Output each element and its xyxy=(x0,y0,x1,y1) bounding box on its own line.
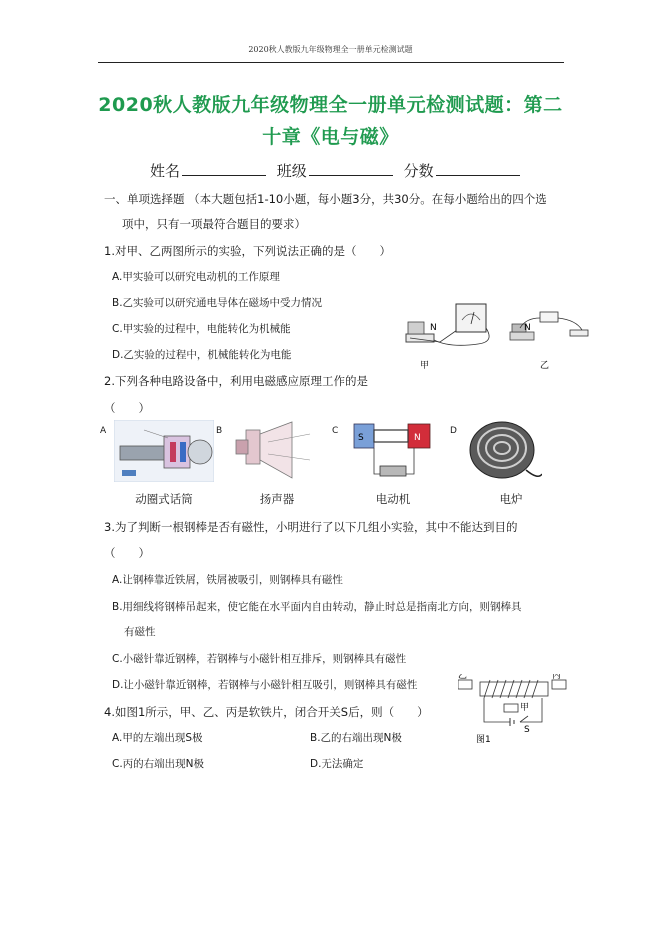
q1-stem: 1.对甲、乙两图所示的实验，下列说法正确的是（ ） xyxy=(104,244,391,258)
q2-stem: 2.下列各种电路设备中，利用电磁感应原理工作的是 xyxy=(104,374,368,388)
page-title-line1: 2020秋人教版九年级物理全一册单元检测试题：第二 xyxy=(98,94,563,116)
q1-figure-drawing xyxy=(400,298,600,374)
q2-figure-a xyxy=(114,420,214,482)
q1-option-d: D.乙实验的过程中，机械能转化为电能 xyxy=(112,349,292,361)
q4-yi-label: 乙 xyxy=(458,674,468,681)
q2-letter-c: C xyxy=(332,426,339,436)
q4-option-a: A.甲的左端出现S极 xyxy=(112,732,203,744)
q3-option-b-cont: 有磁性 xyxy=(124,626,156,638)
q2-letter-a: A xyxy=(100,426,107,436)
q3-option-d: D.让小磁针靠近钢棒，若钢棒与小磁针相互吸引，则钢棒具有磁性 xyxy=(112,679,418,691)
name-field[interactable] xyxy=(182,163,266,176)
name-label: 姓名 xyxy=(150,162,181,180)
q4-s-label: S xyxy=(524,725,530,735)
q4-option-c: C.丙的右端出现N极 xyxy=(112,758,205,770)
svg-text:N: N xyxy=(414,433,421,443)
q1-yi-label: 乙 xyxy=(540,361,550,371)
q1-option-a: A.甲实验可以研究电动机的工作原理 xyxy=(112,271,280,283)
q4-jia-label: 甲 xyxy=(520,703,530,713)
q4-fig-caption: 图1 xyxy=(476,735,491,744)
q2-caption-d: 电炉 xyxy=(499,492,523,506)
score-label: 分数 xyxy=(403,162,434,180)
q1-yi-n-label: N xyxy=(524,323,531,333)
section1-heading-line1: 一、单项选择题 （本大题包括1-10小题，每小题3分，共30分。在每小题给出的四个选 xyxy=(104,192,547,206)
q4-option-d: D.无法确定 xyxy=(310,758,364,770)
q1-figure xyxy=(400,298,600,374)
q3-option-c: C.小磁针靠近钢棒，若钢棒与小磁针相互排斥，则钢棒具有磁性 xyxy=(112,653,407,665)
q2-figure-b xyxy=(232,420,320,482)
running-header: 2020秋人教版九年级物理全一册单元检测试题 xyxy=(248,45,413,54)
q2-figure-c xyxy=(344,418,438,484)
q3-stem: 3.为了判断一根钢棒是否有磁性，小明进行了以下几组小实验，其中不能达到目的 xyxy=(104,520,518,534)
q2-letter-d: D xyxy=(450,426,457,436)
header-rule xyxy=(98,62,564,63)
q1-jia-n-label: N xyxy=(430,323,437,333)
q4-option-b: B.乙的右端出现N极 xyxy=(310,732,402,744)
q4-figure xyxy=(458,674,570,744)
student-info-line xyxy=(150,160,526,181)
q2-caption-c: 电动机 xyxy=(375,492,411,506)
class-label: 班级 xyxy=(276,162,307,180)
score-field[interactable] xyxy=(436,163,520,176)
q3-option-b: B.用细线将钢棒吊起来，使它能在水平面内自由转动，静止时总是指南北方向，则钢棒具 xyxy=(112,601,522,613)
q2-caption-a: 动圈式话筒 xyxy=(135,492,193,506)
q2-caption-b: 扬声器 xyxy=(259,492,295,506)
q2-bracket: （ ） xyxy=(104,401,150,415)
q3-bracket: （ ） xyxy=(104,546,150,560)
svg-text:S: S xyxy=(358,433,364,443)
q2-figure-d xyxy=(466,414,542,486)
q1-jia-label: 甲 xyxy=(420,361,430,371)
q1-option-c: C.甲实验的过程中，电能转化为机械能 xyxy=(112,323,291,335)
q4-bing-label: 丙 xyxy=(552,674,562,681)
page-title-line2: 十章《电与磁》 xyxy=(262,126,399,148)
class-field[interactable] xyxy=(309,163,393,176)
q2-letter-b: B xyxy=(216,426,223,436)
q4-stem: 4.如图1所示，甲、乙、丙是软铁片，闭合开关S后，则（ ） xyxy=(104,705,429,719)
section1-heading-line2: 项中，只有一项最符合题目的要求） xyxy=(122,217,306,231)
q3-option-a: A.让钢棒靠近铁屑，铁屑被吸引，则钢棒具有磁性 xyxy=(112,574,343,586)
q1-option-b: B.乙实验可以研究通电导体在磁场中受力情况 xyxy=(112,297,323,309)
